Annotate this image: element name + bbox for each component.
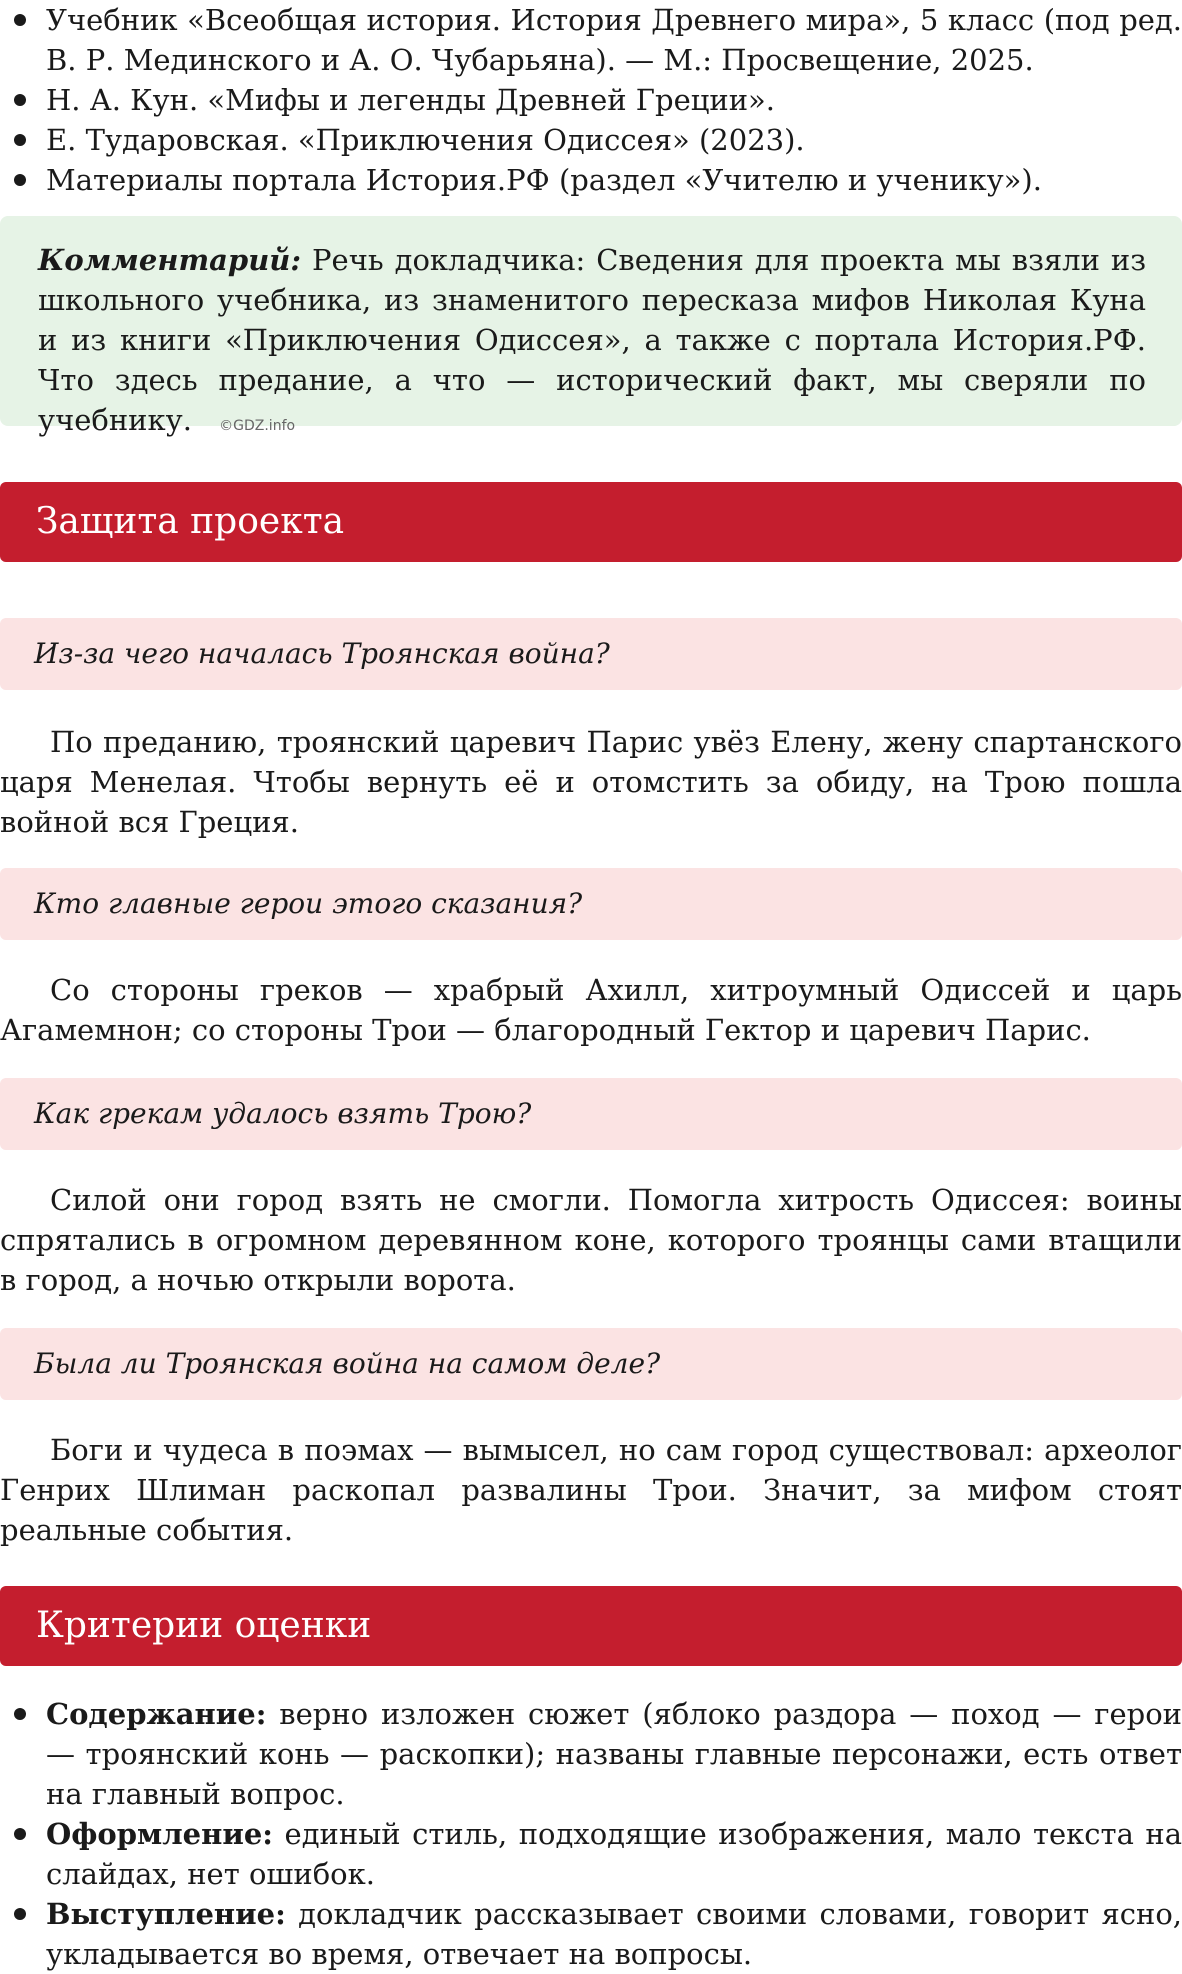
question-box: Как грекам удалось взять Трою? (0, 1078, 1182, 1150)
bullet-icon (14, 14, 26, 26)
source-item (0, 120, 1182, 160)
source-text: Учебник «Всеобщая история. История Древнего мира», 5 класс (под ред. В. Р. Мединского и А. О. Чубарьяна). — М.: Просвещение, 2025. (46, 3, 1182, 77)
answer-text: Силой они город взять не смогли. Помогла хитрость Одиссея: воины спрятались в огромном деревянном коне, которого троянцы сами втащили в город, а ночью открыли ворота. (0, 1183, 1182, 1297)
sources-list (0, 0, 1182, 200)
question-box: Из-за чего началась Троянская война? (0, 618, 1182, 690)
comment-label: Комментарий: (38, 243, 302, 277)
comment-box (0, 216, 1182, 437)
bullet-icon (14, 134, 26, 146)
source-item (0, 0, 1182, 80)
bullet-icon (14, 1708, 26, 1720)
source-item (0, 80, 1182, 120)
criteria-list (0, 1694, 1182, 1974)
source-item (0, 160, 1182, 200)
section-header-defense: Защита проекта (0, 482, 1182, 562)
criteria-item (0, 1694, 1182, 1814)
criteria-text: докладчик рассказывает своими словами, говорит ясно, укладывается во время, отвечает на вопросы. (46, 1897, 1182, 1971)
bullet-icon (14, 94, 26, 106)
answer-text: Со стороны греков — храбрый Ахилл, хитроумный Одиссей и царь Агамемнон; со стороны Трои — благородный Гектор и царевич Парис. (0, 973, 1182, 1047)
answer-text: По преданию, троянский царевич Парис увёз Елену, жену спартанского царя Менелая. Чтобы вернуть её и отомстить за обиду, на Трою пошла войной вся Греция. (0, 725, 1182, 839)
criteria-label: Содержание: (46, 1697, 267, 1731)
comment-text: Речь докладчика: Сведения для проекта мы взяли из школьного учебника, из знаменитого пересказа мифов Николая Куна и из книги «Приключения Одиссея», а также с портала История.РФ. Что здесь предание, а что — исторический факт, мы сверяли по учебнику. (38, 243, 1147, 437)
criteria-item (0, 1814, 1182, 1894)
criteria-text: верно изложен сюжет (яблоко раздора — поход — герои — троянский конь — раскопки); названы главные персонажи, есть ответ на главный вопрос. (46, 1697, 1182, 1811)
source-text: Е. Тударовская. «Приключения Одиссея» (2023). (46, 123, 805, 157)
bullet-icon (14, 174, 26, 186)
question-box: Была ли Троянская война на самом деле? (0, 1328, 1182, 1400)
section-header-criteria: Критерии оценки (0, 1586, 1182, 1666)
answer-text: Боги и чудеса в поэмах — вымысел, но сам город существовал: археолог Генрих Шлиман раскопал развалины Трои. Значит, за мифом стоят реальные события. (0, 1433, 1182, 1547)
bullet-icon (14, 1908, 26, 1920)
criteria-label: Оформление: (46, 1817, 274, 1851)
watermark-mark: ©GDZ.info (219, 418, 296, 434)
bullet-icon (14, 1828, 26, 1840)
question-box: Кто главные герои этого сказания? (0, 868, 1182, 940)
criteria-item (0, 1894, 1182, 1974)
source-text: Материалы портала История.РФ (раздел «Учителю и ученику»). (46, 163, 1042, 197)
criteria-label: Выступление: (46, 1897, 286, 1931)
criteria-text: единый стиль, подходящие изображения, мало текста на слайдах, нет ошибок. (46, 1817, 1182, 1891)
source-text: Н. А. Кун. «Мифы и легенды Древней Греции». (46, 83, 775, 117)
